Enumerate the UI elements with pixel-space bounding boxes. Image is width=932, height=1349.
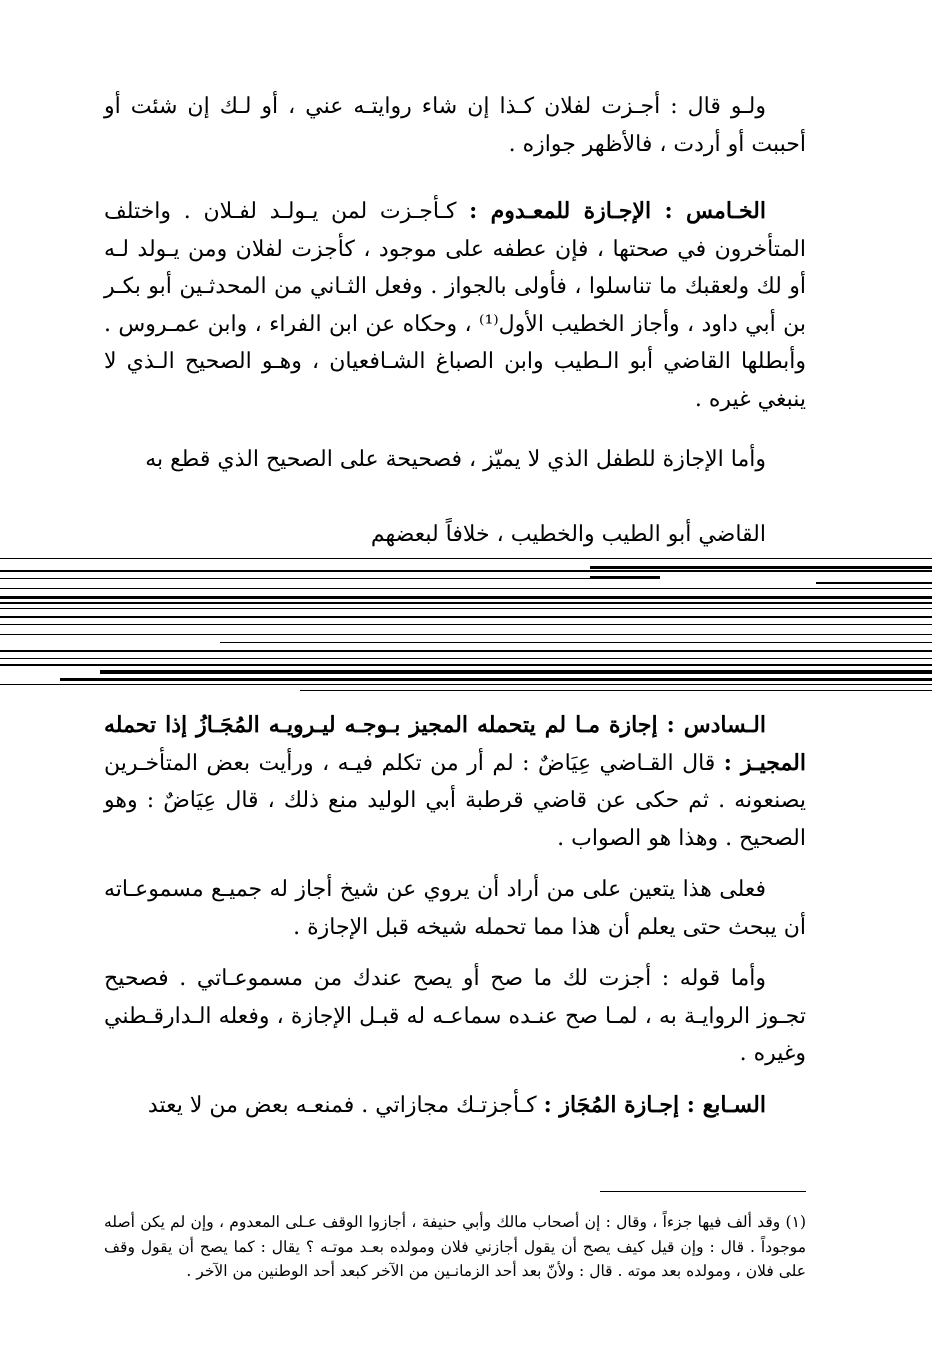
section-heading-seventh: السـابع : إجـازة المُجَاز : (543, 1091, 766, 1118)
footnotes (104, 1210, 806, 1284)
section-heading-sixth: الـسادس : إجازة مـا لم يتحمله المجيز بـوجـه ليـرويـه المُجَـازُ إذا تحمله المجيـز : (104, 712, 806, 776)
paragraph-seventh-type (104, 1087, 806, 1125)
paragraph-text: قال القـاضي عِيَاضٌ : لم أر من تكلم فيـه ، ورأيت بعض المتأخـرين يصنعونه . ثم حكى عن قاضي قرطبة أبي الوليد منع ذلك ، قال عِيَاضٌ : وهو الصحيح . وهذا هو الصواب . (104, 750, 806, 851)
paragraph-text: وأما قوله : أجزت لك ما صح أو يصح عندك من مسموعـاتي . فصحيح تجـوز الروايـة به ، لمـا صح عنـده سماعـه له قبـل الإجازة ، وفعله الـدارقـطني وغيره . (104, 966, 806, 1066)
truncated-scan-line (104, 522, 806, 552)
paragraph-text: ولـو قال : أجـزت لفلان كـذا إن شاء روايتـه عني ، أو لـك إن شئت أو أحببت أو أردت ، فالأظهر جوازه . (104, 94, 806, 157)
paragraph-conditional-permission (104, 88, 806, 163)
footnote-1: (١) وقد ألف فيها جزءاً ، وقال : إن أصحاب مالك وأبي حنيفة ، أجازوا الوقف عـلى المعدوم ، وإن لم يكن أصله موجوداً . قال : وإن قيل كيف يصح أن يقول أجازني فلان ومولده بعـد موتـه ؟ يقال : كما يصح أن يقول وقف على فلان ، ومولده بعد موته . قال : ولأنّ بعد أحد الزمانـين من الآخر كبعد أحد الوطنين من الآخر . (104, 1213, 806, 1280)
paragraph-fifth-type (104, 193, 806, 418)
paragraph-sixth-type (104, 707, 806, 857)
scan-artifact-band (0, 552, 932, 694)
upper-text-block (104, 88, 806, 479)
section-heading-fifth: الخـامس : الإجـازة للمعـدوم : (469, 198, 767, 224)
truncated-line-text: القاضي أبو الطيب والخطيب ، خلافاً لبعضهم (370, 522, 766, 547)
lower-text-block (104, 707, 806, 1124)
paragraph-text: كـأجـزت لمن يـولـد لفـلان . واختلف المتأخرون في صحتها ، فإن عطفه على موجود ، كأجزت لفلان ومن يـولد لـه أو لك ولعقبك ما تناسلوا ، فأولى بالجواز . وفعل الثـاني من المحدثـين أبو بكـر بن أبي داود ، وأجاز الخطيب الأول⁽¹⁾ ، وحكاه عن ابن الفراء ، وابن عمـروس . وأبطلها القاضي أبو الـطيب وابن الصباغ الشـافعيان ، وهـو الصحيح الـذي لا ينبغي غيره . (104, 199, 806, 412)
paragraph-his-saying (104, 960, 806, 1073)
paragraph-text: كـأجزتـك مجازاتي . فمنعـه بعض من لا يعتد (147, 1092, 544, 1118)
paragraph-text: فعلى هذا يتعين على من أراد أن يروي عن شيخ أجاز له جميـع مسموعـاته أن يبحث حتى يعلم أن هذا مما تحمله شيخه قبل الإجازة . (104, 877, 806, 940)
footnote-divider (600, 1191, 806, 1192)
paragraph-child-permission (104, 441, 806, 479)
paragraph-text: وأما الإجازة للطفل الذي لا يميّز ، فصحيحة على الصحيح الذي قطع به (145, 447, 766, 472)
paragraph-consequence (104, 871, 806, 946)
